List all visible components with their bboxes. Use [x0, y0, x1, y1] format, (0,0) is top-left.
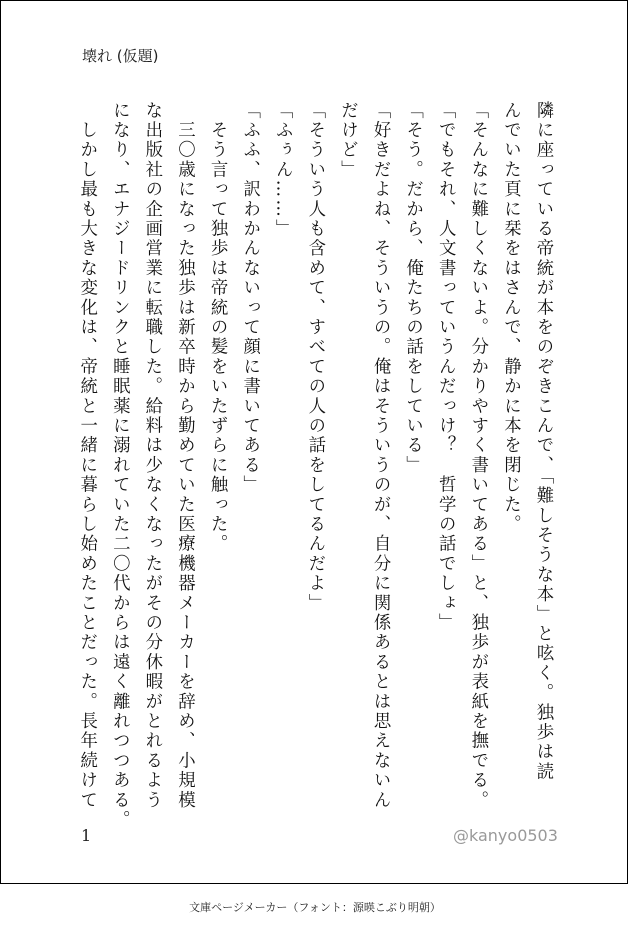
author-handle: @kanyo0503	[453, 826, 558, 845]
page-title: 壊れ (仮題)	[82, 47, 159, 65]
footer-credit: 文庫ページメーカー（フォント：源暎こぶり明朝）	[189, 901, 441, 914]
text-line: 「そう。だから、俺たちの話をしている」	[402, 101, 423, 476]
text-line: な出版社の企画営業に転職した。給料は少なくなったがその分休暇がとれるよう	[141, 101, 162, 811]
text-line: 隣に座っている帝統が本をのぞきこんで、「難しそうな本」と呟く。独歩は読	[533, 101, 553, 782]
text-line: 「好きだよね、そういうの。俺はそういうのが、自分に関係あるとは思えないん	[370, 101, 391, 811]
text-line: んでいた頁に栞をはさんで、静かに本を閉じた。	[500, 101, 521, 535]
text-line: 「ふぅん……」	[272, 101, 293, 239]
text-line: 三〇歳になった独歩は新卒時から勤めていた医療機器メーカーを辞め、小規模	[174, 101, 195, 811]
text-line: 「でもそれ、人文書っていうんだっけ？ 哲学の話でしょ」	[435, 101, 456, 633]
text-line: になり、エナジードリンクと睡眠薬に溺れていた二〇代からは遠く離れつつある。	[109, 101, 130, 830]
text-line: そう言って独歩は帝統の髪をいたずらに触った。	[207, 101, 228, 555]
text-line: しかし最も大きな変化は、帝統と一緒に暮らし始めたことだった。長年続けて	[76, 101, 97, 811]
text-line: 「そういう人も含めて、すべての人の話をしてるんだよ」	[304, 101, 325, 614]
text-line: だけど」	[337, 101, 358, 180]
text-line: 「そんなに難しくないよ。分かりやすく書いてある」と、独歩が表紙を撫でる。	[467, 101, 488, 811]
vertical-body-text	[76, 101, 559, 830]
page-number: 1	[81, 826, 92, 845]
text-line: 「ふふ、訳わかんないって顔に書いてある」	[239, 101, 260, 495]
